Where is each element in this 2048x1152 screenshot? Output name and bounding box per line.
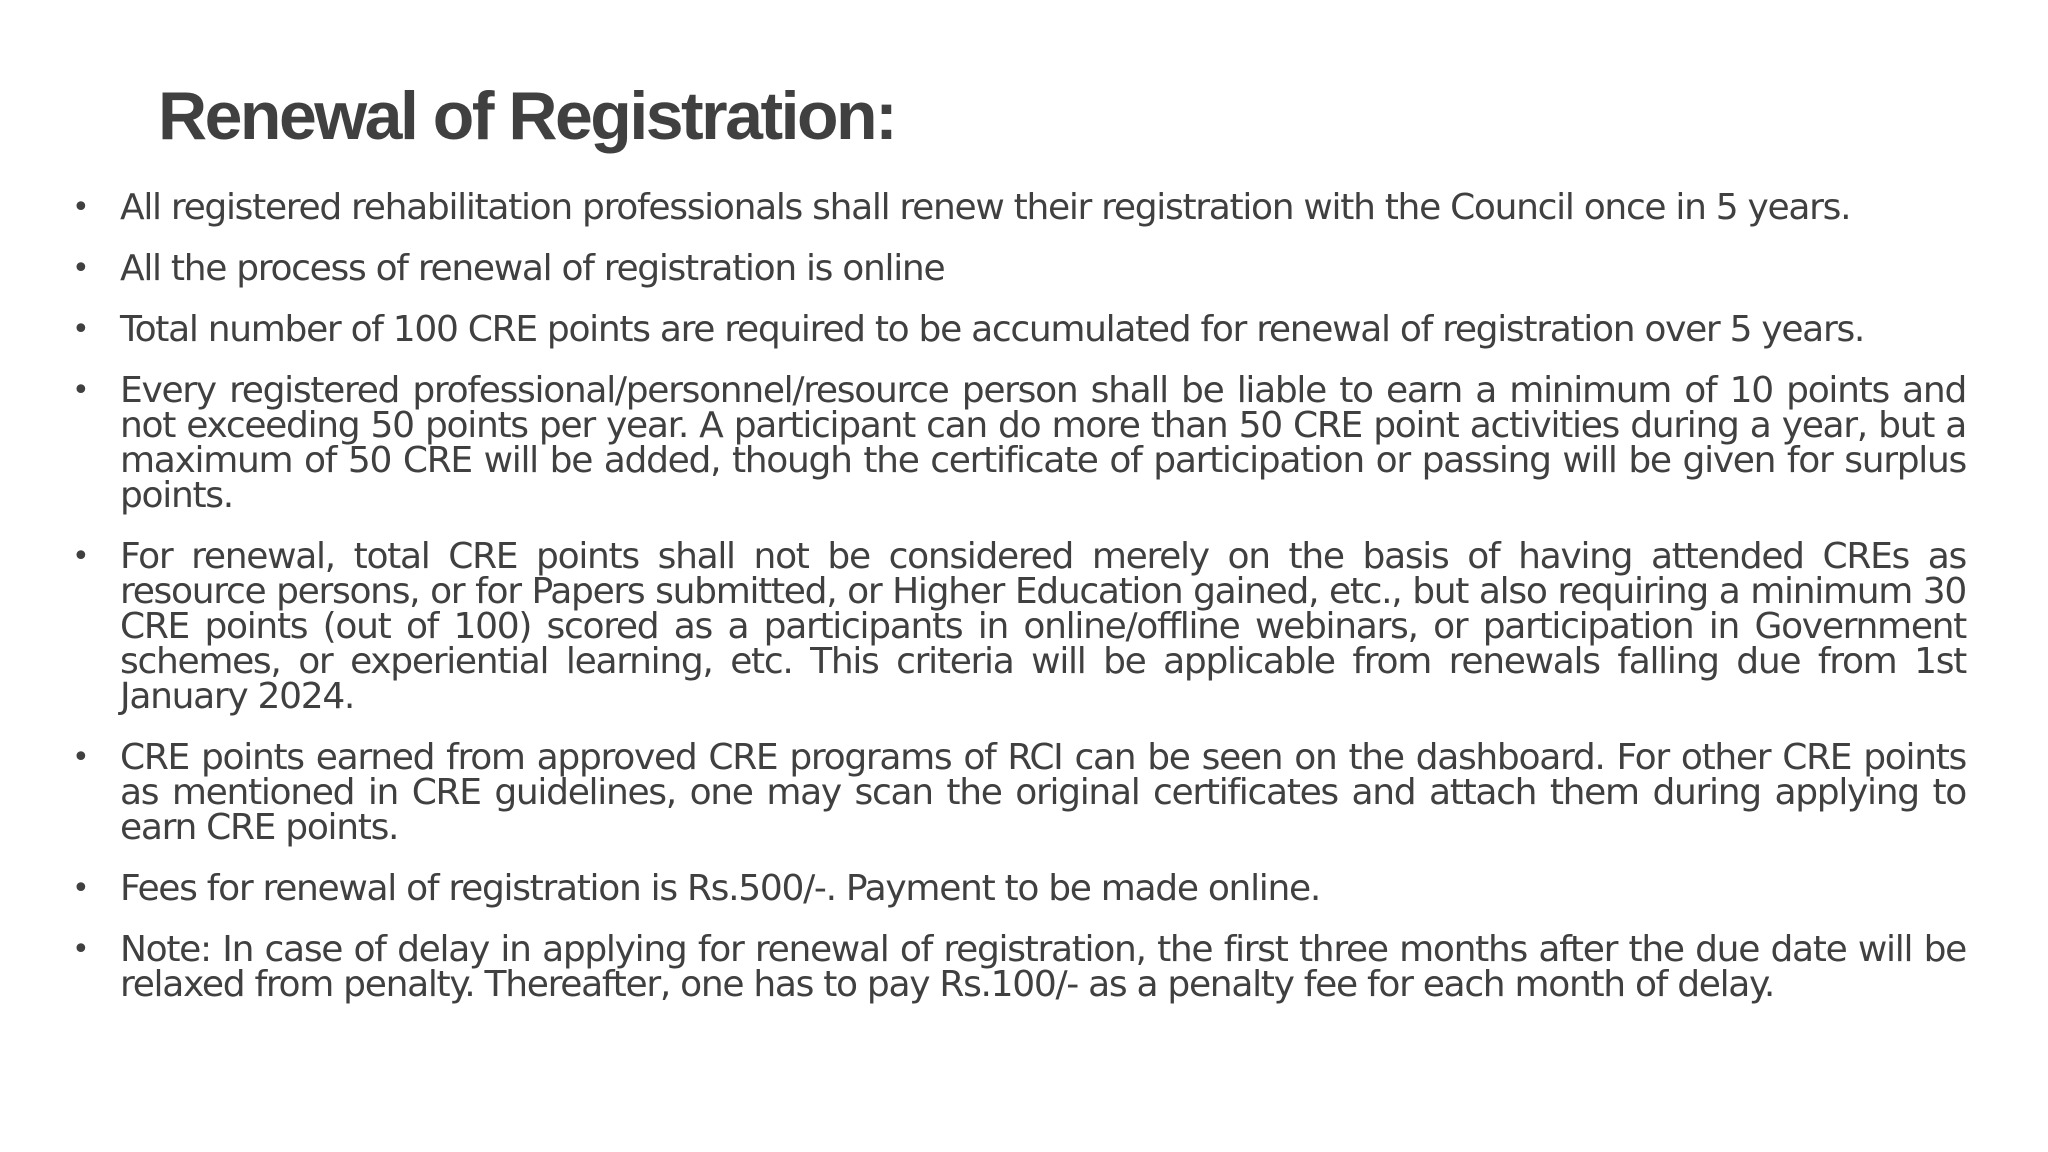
bullet-icon: • (72, 251, 89, 286)
bullet-icon: • (72, 932, 89, 967)
bullet-text: Fees for renewal of registration is Rs.500/-. Payment to be made online. (120, 868, 1320, 909)
bullet-item-2 (72, 248, 1966, 289)
bullet-text: All the process of renewal of registration is online (120, 248, 945, 289)
bullet-text: Every registered professional/personnel/resource person shall be liable to earn a minimum of 10 points and not exceeding 50 points per year. A participant can do more than 50 CRE point activities during a year, but a maximum of 50 CRE will be added, though the certificate of participation or passing will be given for surplus points. (120, 370, 1966, 516)
bullet-icon: • (72, 312, 89, 347)
bullet-icon: • (72, 871, 89, 906)
bullet-icon: • (72, 740, 89, 775)
bullet-text: For renewal, total CRE points shall not be considered merely on the basis of having attended CREs as resource persons, or for Papers submitted, or Higher Education gained, etc., but also requiring a minimum 30 CRE points (out of 100) scored as a participants in online/offline webinars, or participation in Government schemes, or experiential learning, etc. This criteria will be applicable from renewals falling due from 1st January 2024. (120, 536, 1966, 717)
bullet-text: All registered rehabilitation professionals shall renew their registration with the Council once in 5 years. (120, 187, 1851, 228)
bullet-icon: • (72, 190, 89, 225)
bullet-text: Note: In case of delay in applying for renewal of registration, the first three months after the due date will be relaxed from penalty. Thereafter, one has to pay Rs.100/- as a penalty fee for each month of delay. (120, 929, 1966, 1005)
bullet-item-3 (72, 309, 1966, 350)
bullet-item-7 (72, 868, 1966, 909)
bullet-item-5 (72, 536, 1966, 717)
bullet-item-6 (72, 737, 1966, 848)
bullet-text: Total number of 100 CRE points are required to be accumulated for renewal of registration over 5 years. (120, 309, 1865, 350)
bullet-icon: • (72, 373, 89, 408)
bullet-icon: • (72, 539, 89, 574)
bullet-text: CRE points earned from approved CRE programs of RCI can be seen on the dashboard. For other CRE points as mentioned in CRE guidelines, one may scan the original certificates and attach them during applying to earn CRE points. (120, 737, 1966, 848)
bullet-item-4 (72, 370, 1966, 516)
bullet-item-1 (72, 187, 1966, 228)
bullet-list (72, 187, 1966, 1005)
bullet-item-8 (72, 929, 1966, 1005)
slide-title: Renewal of Registration: (158, 78, 896, 154)
